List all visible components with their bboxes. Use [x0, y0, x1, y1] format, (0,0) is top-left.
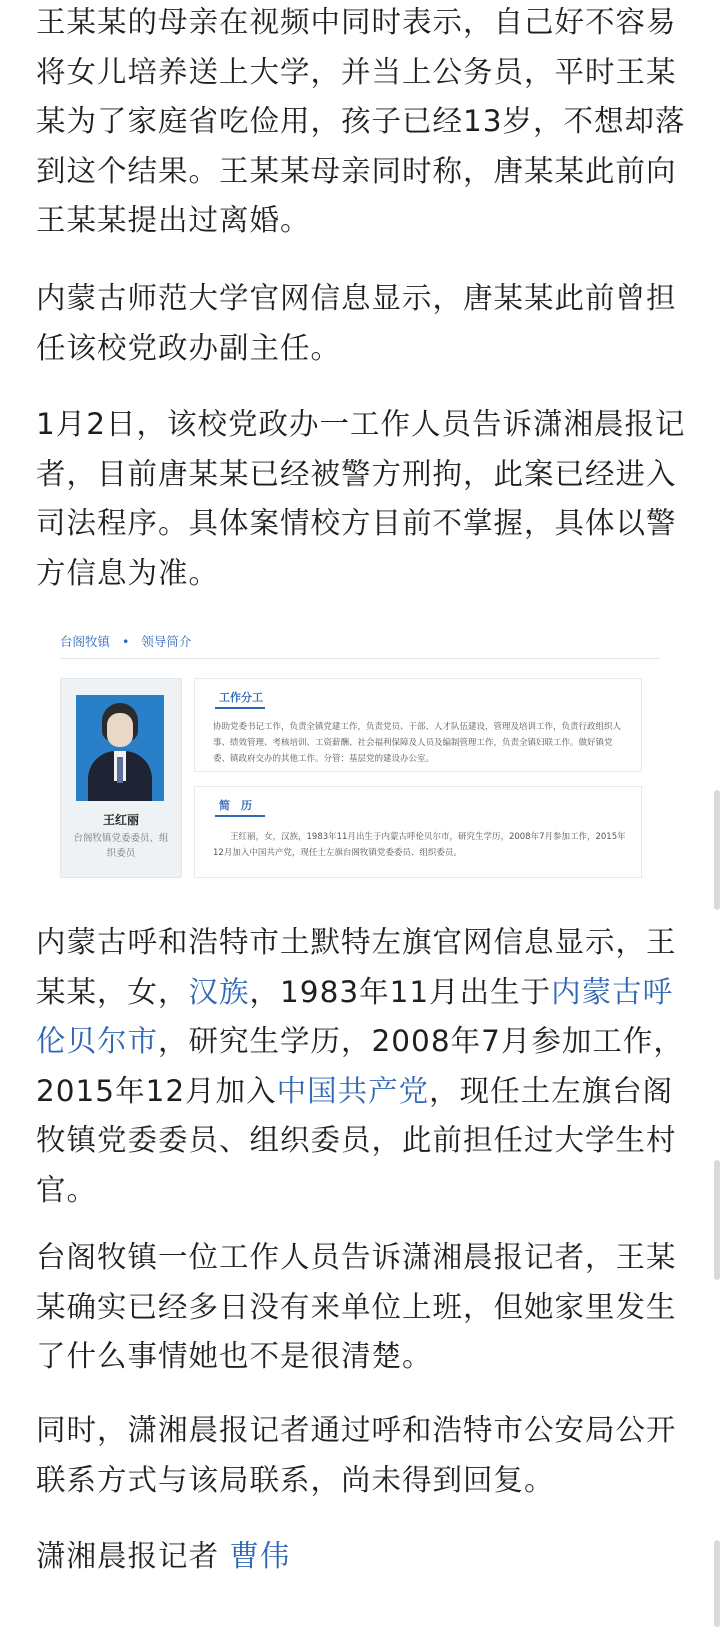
article-paragraph: 1月2日，该校党政办一工作人员告诉潇湘晨报记者，目前唐某某已经被警方刑拘，此案已经进入司法程序。具体案情校方目前不掌握，具体以警方信息为准。	[36, 407, 686, 590]
text-run: ，现任土左旗台阁牧镇党委委员、组织委员，此前担任过大学生村官。	[36, 1073, 677, 1207]
text-run: ，1983年11月出生于	[249, 974, 552, 1009]
article-paragraph: 台阁牧镇一位工作人员告诉潇湘晨报记者，王某某确实已经多日没有来单位上班，但她家里发生了什么事情她也不是很清楚。	[36, 1240, 677, 1373]
section-title: 工作分工	[219, 691, 263, 704]
profile-card	[60, 678, 182, 878]
breadcrumb	[60, 632, 191, 654]
link-han-ethnicity[interactable]: 汉族	[188, 974, 250, 1009]
article-paragraph: 王某某的母亲在视频中同时表示，自己好不容易将女儿培养送上大学，并当上公务员，平时王某某为了家庭省吃俭用，孩子已经13岁，不想却落到这个结果。王某某母亲同时称，唐某某此前向王某某提出过离婚。	[36, 5, 686, 237]
link-cpc[interactable]: 中国共产党	[276, 1073, 430, 1108]
profile-title: 台阁牧镇党委委员、组织委员	[73, 833, 169, 859]
section-body: 协助党委书记工作，负责全镇党建工作，负责党员、干部、人才队伍建设，管理及培训工作，负责行政组织人事、绩效管理、考核培训、工资薪酬、社会福利保障及人员及编制管理工作，负责全镇妇联工作。做好镇党委、镇政府交办的其他工作。分管：基层党的建设办公室。	[213, 722, 622, 764]
resume-section	[194, 786, 642, 878]
embedded-profile-screenshot	[40, 632, 680, 894]
profile-name: 王红丽	[102, 813, 139, 827]
link-author[interactable]: 曹伟	[229, 1539, 291, 1573]
link-hulunbuir[interactable]: 内蒙古呼伦贝尔市	[36, 974, 674, 1058]
divider	[60, 658, 660, 659]
divider	[215, 707, 265, 709]
article-paragraph: 内蒙古师范大学官网信息显示，唐某某此前曾担任该校党政办副主任。	[36, 281, 677, 365]
breadcrumb-separator: •	[122, 634, 130, 649]
article-paragraph: 同时，潇湘晨报记者通过呼和浩特市公安局公开联系方式与该局联系，尚未得到回复。	[36, 1413, 677, 1497]
duties-section	[194, 678, 642, 772]
scrollbar-thumb[interactable]	[714, 790, 720, 910]
profile-photo	[76, 695, 164, 801]
section-title: 简 历	[219, 799, 252, 812]
breadcrumb-item: 领导简介	[141, 634, 192, 649]
divider	[215, 815, 265, 817]
text-run: 内蒙古呼和浩特市土默特左旗官网信息显示，王某某，女，	[36, 925, 677, 1009]
author-line	[36, 1532, 688, 1582]
scrollbar-thumb[interactable]	[714, 1160, 720, 1280]
text-run: ，研究生学历，2008年7月参加工作，2015年12月加入	[36, 1024, 684, 1108]
text-run: 潇湘晨报记者	[36, 1539, 230, 1573]
article-paragraph	[36, 918, 688, 1215]
section-body: 王红丽，女，汉族，1983年11月出生于内蒙古呼伦贝尔市，研究生学历，2008年7月参加工作，2015年12月加入中国共产党，现任土左旗台阁牧镇党委委员、组织委员。	[213, 832, 626, 858]
breadcrumb-item: 台阁牧镇	[60, 634, 111, 649]
scrollbar-thumb[interactable]	[714, 1540, 720, 1627]
